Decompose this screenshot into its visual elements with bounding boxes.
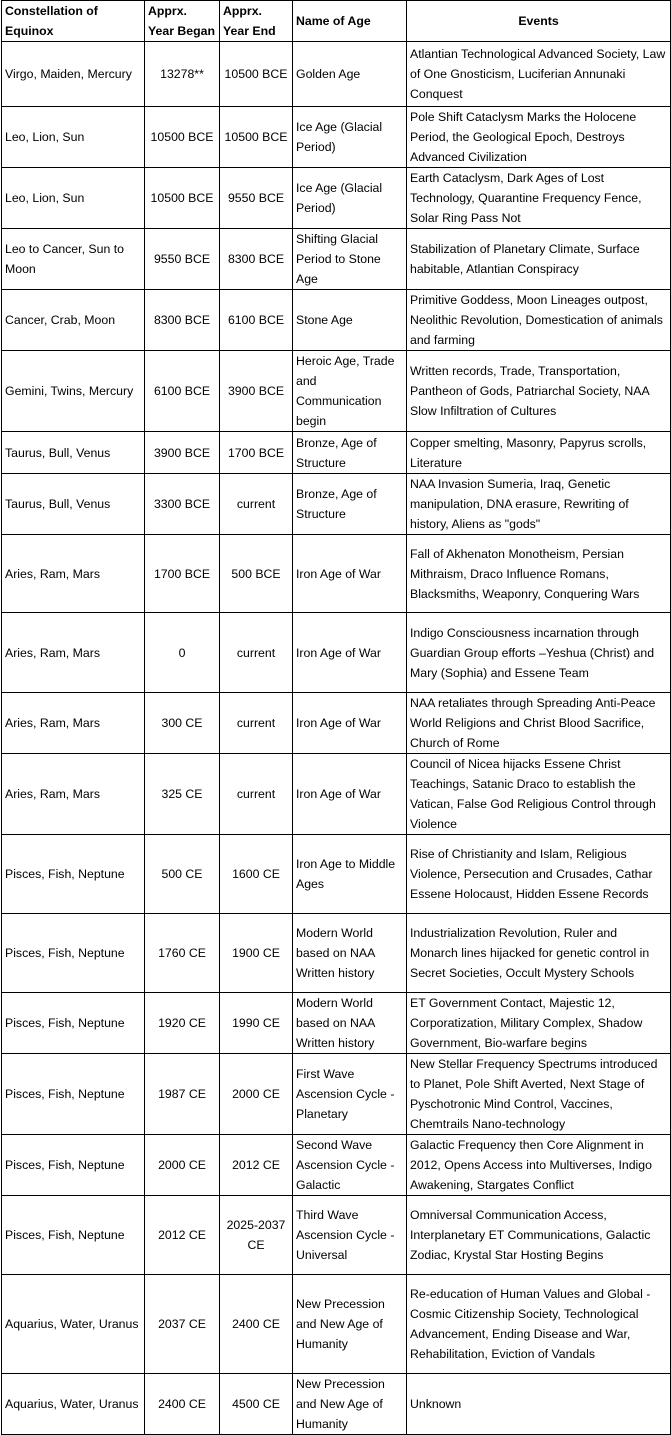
cell-events: Stabilization of Planetary Climate, Surface habitable, Atlantian Conspiracy bbox=[407, 229, 671, 290]
cell-year-end: 2012 CE bbox=[220, 1135, 293, 1196]
table-row bbox=[2, 993, 671, 1054]
cell-constellation: Aries, Ram, Mars bbox=[2, 613, 145, 693]
table-row bbox=[2, 290, 671, 351]
cell-events: Copper smelting, Masonry, Papyrus scrolls, Literature bbox=[407, 432, 671, 474]
cell-constellation: Taurus, Bull, Venus bbox=[2, 432, 145, 474]
cell-age-name: Iron Age of War bbox=[293, 754, 407, 835]
cell-age-name: Iron Age to Middle Ages bbox=[293, 835, 407, 914]
cell-year-end: 2025-2037 CE bbox=[220, 1196, 293, 1275]
cell-events: NAA retaliates through Spreading Anti-Peace World Religions and Christ Blood Sacrifice, Church of Rome bbox=[407, 693, 671, 754]
table-row bbox=[2, 914, 671, 993]
cell-age-name: Modern World based on NAA Written history bbox=[293, 914, 407, 993]
table-row bbox=[2, 351, 671, 432]
cell-year-began: 300 CE bbox=[145, 693, 220, 754]
cell-year-began: 13278** bbox=[145, 42, 220, 107]
table-row bbox=[2, 613, 671, 693]
cell-events: Fall of Akhenaton Monotheism, Persian Mithraism, Draco Influence Romans, Blacksmiths, Weaponry, Conquering Wars bbox=[407, 535, 671, 613]
cell-year-end: 9550 BCE bbox=[220, 168, 293, 229]
cell-age-name: Iron Age of War bbox=[293, 693, 407, 754]
cell-year-began: 500 CE bbox=[145, 835, 220, 914]
table-row bbox=[2, 474, 671, 535]
cell-year-end: 6100 BCE bbox=[220, 290, 293, 351]
cell-year-end: 1600 CE bbox=[220, 835, 293, 914]
cell-age-name: Second Wave Ascension Cycle - Galactic bbox=[293, 1135, 407, 1196]
cell-year-began: 1760 CE bbox=[145, 914, 220, 993]
cell-year-began: 3300 BCE bbox=[145, 474, 220, 535]
cell-age-name: New Precession and New Age of Humanity bbox=[293, 1275, 407, 1374]
cell-year-began: 325 CE bbox=[145, 754, 220, 835]
cell-constellation: Aquarius, Water, Uranus bbox=[2, 1374, 145, 1435]
cell-year-began: 10500 BCE bbox=[145, 107, 220, 168]
cell-events: Earth Cataclysm, Dark Ages of Lost Technology, Quarantine Frequency Fence, Solar Ring Pass Not bbox=[407, 168, 671, 229]
cell-year-end: 1900 CE bbox=[220, 914, 293, 993]
cell-events: Industrialization Revolution, Ruler and Monarch lines hijacked for genetic control in Secret Societies, Occult Mystery Schools bbox=[407, 914, 671, 993]
cell-year-began: 9550 BCE bbox=[145, 229, 220, 290]
column-header-year-began: Apprx. Year Began bbox=[145, 1, 220, 42]
cell-constellation: Cancer, Crab, Moon bbox=[2, 290, 145, 351]
table-row bbox=[2, 1374, 671, 1435]
cell-constellation: Pisces, Fish, Neptune bbox=[2, 1196, 145, 1275]
cell-constellation: Virgo, Maiden, Mercury bbox=[2, 42, 145, 107]
table-row bbox=[2, 693, 671, 754]
cell-year-end: current bbox=[220, 613, 293, 693]
cell-year-end: 1700 BCE bbox=[220, 432, 293, 474]
header-row bbox=[2, 1, 671, 42]
table-row bbox=[2, 754, 671, 835]
table-row bbox=[2, 168, 671, 229]
cell-year-began: 3900 BCE bbox=[145, 432, 220, 474]
cell-age-name: Bronze, Age of Structure bbox=[293, 474, 407, 535]
cell-events: Re-education of Human Values and Global - Cosmic Citizenship Society, Technological Advancement, Ending Disease and War, Rehabilitation, Eviction of Vandals bbox=[407, 1275, 671, 1374]
cell-year-began: 2012 CE bbox=[145, 1196, 220, 1275]
cell-year-end: 4500 CE bbox=[220, 1374, 293, 1435]
cell-year-began: 0 bbox=[145, 613, 220, 693]
cell-events: Council of Nicea hijacks Essene Christ Teachings, Satanic Draco to establish the Vatican, False God Religious Control through Violence bbox=[407, 754, 671, 835]
cell-age-name: Ice Age (Glacial Period) bbox=[293, 168, 407, 229]
cell-events: ET Government Contact, Majestic 12, Corporatization, Military Complex, Shadow Government, Bio-warfare begins bbox=[407, 993, 671, 1054]
table-row bbox=[2, 1135, 671, 1196]
cell-constellation: Pisces, Fish, Neptune bbox=[2, 1135, 145, 1196]
cell-events: Written records, Trade, Transportation, Pantheon of Gods, Patriarchal Society, NAA Slow Infiltration of Cultures bbox=[407, 351, 671, 432]
table-row bbox=[2, 229, 671, 290]
cell-year-end: 500 BCE bbox=[220, 535, 293, 613]
cell-year-began: 10500 BCE bbox=[145, 168, 220, 229]
cell-age-name: Ice Age (Glacial Period) bbox=[293, 107, 407, 168]
cell-events: New Stellar Frequency Spectrums introduced to Planet, Pole Shift Averted, Next Stage of Pyschotronic Mind Control, Vaccines, Chemtrails Nano-technology bbox=[407, 1054, 671, 1135]
cell-age-name: Shifting Glacial Period to Stone Age bbox=[293, 229, 407, 290]
table-row bbox=[2, 535, 671, 613]
table-row bbox=[2, 107, 671, 168]
cell-year-began: 2400 CE bbox=[145, 1374, 220, 1435]
cell-age-name: Iron Age of War bbox=[293, 535, 407, 613]
cell-constellation: Aries, Ram, Mars bbox=[2, 693, 145, 754]
cell-constellation: Leo to Cancer, Sun to Moon bbox=[2, 229, 145, 290]
column-header-events: Events bbox=[407, 1, 671, 42]
cell-age-name: Bronze, Age of Structure bbox=[293, 432, 407, 474]
cell-constellation: Aries, Ram, Mars bbox=[2, 754, 145, 835]
cell-year-end: 10500 BCE bbox=[220, 107, 293, 168]
cell-year-end: 3900 BCE bbox=[220, 351, 293, 432]
precession-ages-table bbox=[1, 0, 671, 1435]
cell-constellation: Pisces, Fish, Neptune bbox=[2, 914, 145, 993]
cell-constellation: Pisces, Fish, Neptune bbox=[2, 1054, 145, 1135]
table-row bbox=[2, 432, 671, 474]
cell-year-end: 8300 BCE bbox=[220, 229, 293, 290]
cell-constellation: Leo, Lion, Sun bbox=[2, 168, 145, 229]
cell-age-name: First Wave Ascension Cycle - Planetary bbox=[293, 1054, 407, 1135]
cell-year-end: current bbox=[220, 474, 293, 535]
cell-events: Pole Shift Cataclysm Marks the Holocene Period, the Geological Epoch, Destroys Advanced Civilization bbox=[407, 107, 671, 168]
cell-constellation: Taurus, Bull, Venus bbox=[2, 474, 145, 535]
cell-events: Omniversal Communication Access, Interplanetary ET Communications, Galactic Zodiac, Krystal Star Hosting Begins bbox=[407, 1196, 671, 1275]
cell-events: Atlantian Technological Advanced Society, Law of One Gnosticism, Luciferian Annunaki Conquest bbox=[407, 42, 671, 107]
cell-age-name: Iron Age of War bbox=[293, 613, 407, 693]
cell-constellation: Aries, Ram, Mars bbox=[2, 535, 145, 613]
cell-age-name: Golden Age bbox=[293, 42, 407, 107]
table-row bbox=[2, 1196, 671, 1275]
cell-year-end: current bbox=[220, 754, 293, 835]
cell-events: Indigo Consciousness incarnation through Guardian Group efforts –Yeshua (Christ) and Mary (Sophia) and Essene Team bbox=[407, 613, 671, 693]
cell-events: NAA Invasion Sumeria, Iraq, Genetic manipulation, DNA erasure, Rewriting of history, Aliens as "gods" bbox=[407, 474, 671, 535]
cell-age-name: New Precession and New Age of Humanity bbox=[293, 1374, 407, 1435]
cell-year-began: 1920 CE bbox=[145, 993, 220, 1054]
cell-year-end: current bbox=[220, 693, 293, 754]
cell-age-name: Stone Age bbox=[293, 290, 407, 351]
cell-events: Primitive Goddess, Moon Lineages outpost, Neolithic Revolution, Domestication of animals and farming bbox=[407, 290, 671, 351]
cell-events: Galactic Frequency then Core Alignment in 2012, Opens Access into Multiverses, Indigo Awakening, Stargates Conflict bbox=[407, 1135, 671, 1196]
cell-constellation: Leo, Lion, Sun bbox=[2, 107, 145, 168]
cell-age-name: Third Wave Ascension Cycle - Universal bbox=[293, 1196, 407, 1275]
column-header-name-of-age: Name of Age bbox=[293, 1, 407, 42]
cell-year-began: 6100 BCE bbox=[145, 351, 220, 432]
column-header-constellation: Constellation of Equinox bbox=[2, 1, 145, 42]
cell-year-end: 10500 BCE bbox=[220, 42, 293, 107]
cell-constellation: Gemini, Twins, Mercury bbox=[2, 351, 145, 432]
cell-year-began: 1987 CE bbox=[145, 1054, 220, 1135]
cell-age-name: Heroic Age, Trade and Communication begin bbox=[293, 351, 407, 432]
cell-events: Unknown bbox=[407, 1374, 671, 1435]
cell-year-end: 1990 CE bbox=[220, 993, 293, 1054]
cell-constellation: Pisces, Fish, Neptune bbox=[2, 835, 145, 914]
cell-year-began: 8300 BCE bbox=[145, 290, 220, 351]
cell-constellation: Pisces, Fish, Neptune bbox=[2, 993, 145, 1054]
table-row bbox=[2, 1275, 671, 1374]
table-row bbox=[2, 1054, 671, 1135]
column-header-year-end: Apprx. Year End bbox=[220, 1, 293, 42]
cell-year-end: 2000 CE bbox=[220, 1054, 293, 1135]
table-row bbox=[2, 835, 671, 914]
cell-year-end: 2400 CE bbox=[220, 1275, 293, 1374]
cell-events: Rise of Christianity and Islam, Religious Violence, Persecution and Crusades, Cathar Essene Holocaust, Hidden Essene Records bbox=[407, 835, 671, 914]
table-row bbox=[2, 42, 671, 107]
cell-year-began: 2037 CE bbox=[145, 1275, 220, 1374]
cell-age-name: Modern World based on NAA Written history bbox=[293, 993, 407, 1054]
cell-year-began: 2000 CE bbox=[145, 1135, 220, 1196]
cell-year-began: 1700 BCE bbox=[145, 535, 220, 613]
cell-constellation: Aquarius, Water, Uranus bbox=[2, 1275, 145, 1374]
